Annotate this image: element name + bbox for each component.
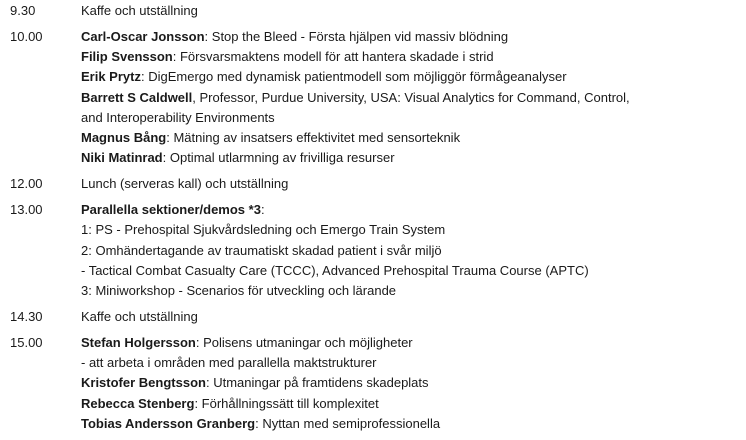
- entry-line: [81, 200, 746, 220]
- line-text: : Polisens utmaningar och möjligheter: [195, 335, 413, 351]
- entry-line: [81, 108, 746, 128]
- speaker-name: Carl-Oscar Jonsson: [81, 29, 205, 44]
- entry-line: [81, 241, 746, 261]
- line-text: , Professor, Purdue University, USA: Visual Analytics for Command, Control,: [192, 89, 630, 105]
- entry-body: [81, 200, 746, 301]
- time-label: 9.30: [10, 3, 36, 18]
- line-text: 3: Miniworkshop - Scenarios för utveckling och lärande: [81, 283, 397, 299]
- session-title: Parallella sektioner/demos *3: [81, 202, 261, 218]
- line-text: : Stop the Bleed - Första hjälpen vid massiv blödning: [204, 29, 509, 44]
- schedule-entry: [10, 174, 746, 194]
- entry-line: [81, 261, 746, 281]
- entry-line: [81, 174, 746, 194]
- entry-line: [81, 1, 746, 21]
- time-label: 14.30: [10, 309, 43, 325]
- entry-line: [81, 333, 746, 353]
- line-text: : DigEmergo med dynamisk patientmodell som möjliggör förmågeanalyser: [140, 69, 567, 85]
- speaker-name: Kristofer Bengtsson: [81, 375, 206, 391]
- entry-body: [81, 307, 746, 327]
- entry-line: [81, 88, 746, 108]
- line-text: Kaffe och utställning: [81, 3, 198, 18]
- line-text: - Tactical Combat Casualty Care (TCCC), Advanced Prehospital Trauma Course (APTC): [81, 262, 589, 278]
- entry-line: [81, 414, 746, 434]
- entry-line: [81, 220, 746, 240]
- line-text: Kaffe och utställning: [81, 309, 198, 325]
- schedule-entry: [10, 307, 746, 327]
- entry-line: [81, 281, 746, 301]
- entry-line: [81, 353, 746, 373]
- speaker-name: Tobias Andersson Granberg: [81, 415, 256, 431]
- entry-line: [81, 148, 746, 168]
- entry-body: [81, 1, 746, 21]
- entry-body: [81, 174, 746, 194]
- speaker-name: Erik Prytz: [81, 69, 141, 85]
- line-text: Lunch (serveras kall) och utställning: [81, 176, 289, 192]
- speaker-name: Niki Matinrad: [81, 150, 163, 166]
- line-text: : Förhållningssätt till komplexitet: [194, 395, 379, 411]
- line-text: : Optimal utlarmning av frivilliga resurser: [162, 150, 395, 166]
- schedule-entry: [10, 27, 746, 168]
- line-text: : Utmaningar på framtidens skadeplats: [205, 375, 429, 391]
- entry-line: [81, 307, 746, 327]
- time-label: 15.00: [10, 335, 43, 351]
- line-text: : Nyttan med semiprofessionella: [255, 415, 441, 431]
- speaker-name: Rebecca Stenberg: [81, 395, 195, 411]
- entry-line: [81, 67, 746, 87]
- entry-line: [81, 47, 746, 67]
- schedule-entry: [10, 200, 746, 301]
- line-text: 2: Omhändertagande av traumatiskt skadad patient i svår miljö: [81, 242, 442, 258]
- speaker-name: Magnus Bång: [81, 130, 167, 146]
- entry-body: [81, 27, 746, 168]
- line-text: 1: PS - Prehospital Sjukvårdsledning och Emergo Train System: [81, 222, 446, 238]
- schedule-entry: [10, 1, 746, 21]
- speaker-name: Stefan Holgersson: [81, 335, 196, 351]
- line-text: : Mätning av insatsers effektivitet med sensorteknik: [166, 130, 461, 146]
- time-label: 13.00: [10, 202, 43, 218]
- entry-line: [81, 373, 746, 393]
- entry-line: [81, 27, 746, 47]
- line-text: - att arbeta i områden med parallella maktstrukturer: [81, 355, 377, 371]
- speaker-name: Filip Svensson: [81, 49, 173, 65]
- line-text: and Interoperability Environments: [81, 109, 275, 125]
- line-text: : Försvarsmaktens modell för att hantera skadade i strid: [172, 49, 494, 65]
- line-text: :: [260, 202, 265, 218]
- schedule: [10, 1, 746, 440]
- entry-line: [81, 128, 746, 148]
- entry-line: [81, 394, 746, 414]
- speaker-name: Barrett S Caldwell: [81, 89, 193, 105]
- time-label: 10.00: [10, 29, 43, 44]
- time-label: 12.00: [10, 176, 43, 192]
